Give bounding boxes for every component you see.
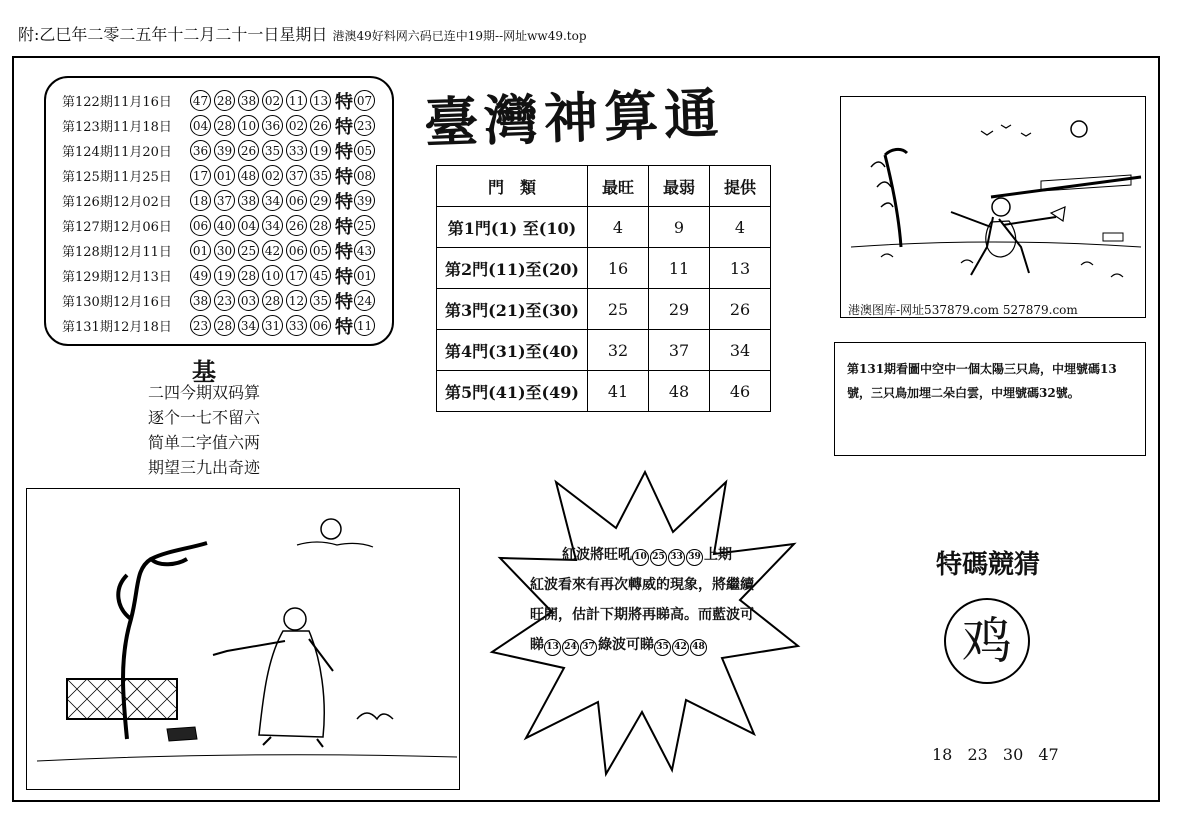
number-ball: 28 [310,215,331,236]
number-ball: 28 [262,290,283,311]
number-ball: 42 [262,240,283,261]
cell: 34 [710,330,771,371]
number-ball: 02 [262,90,283,111]
history-label: 第131期12月18日 [62,320,172,335]
red-ball: 10 [632,549,649,566]
cell: 26 [710,289,771,330]
guess-animal: 鸡 [944,598,1030,684]
history-label: 第124期11月20日 [62,145,172,160]
number-ball: 17 [190,165,211,186]
row-label: 第5門(41)至(49) [437,371,588,412]
special-ball: 39 [354,190,375,211]
history-label: 第123期11月18日 [62,120,172,135]
number-ball: 38 [238,90,259,111]
number-ball: 49 [190,265,211,286]
cell: 29 [649,289,710,330]
number-ball: 37 [286,165,307,186]
special-ball: 01 [354,265,375,286]
row-label: 第2門(11)至(20) [437,248,588,289]
cell: 9 [649,207,710,248]
green-label: 綠波可睇 [598,637,654,653]
row-label: 第3門(21)至(30) [437,289,588,330]
number-ball: 26 [238,140,259,161]
special-mark: 特 [335,266,353,288]
history-label: 第130期12月16日 [62,295,172,310]
header-note: 港澳49好料网六码已连中19期--网址ww49.top [332,29,587,43]
green-ball: 42 [672,639,689,656]
number-ball: 04 [190,115,211,136]
monk-illustration [840,96,1146,318]
history-label: 第126期12月02日 [62,195,172,210]
history-row [62,113,392,138]
special-mark: 特 [335,241,353,263]
row-label: 第4門(31)至(40) [437,330,588,371]
number-ball: 06 [286,190,307,211]
history-label: 第122期11月16日 [62,95,172,110]
table-row [437,289,771,330]
special-ball: 43 [354,240,375,261]
number-ball: 34 [238,315,259,336]
history-row [62,313,392,338]
monk-drawing [841,97,1145,317]
guess-title: 特碼競猜 [936,550,1041,580]
number-ball: 45 [310,265,331,286]
number-ball: 11 [286,90,307,111]
cell: 4 [588,207,649,248]
history-label: 第129期12月13日 [62,270,172,285]
number-ball: 06 [310,315,331,336]
cell: 46 [710,371,771,412]
star-text [530,540,762,660]
table-row [437,248,771,289]
special-ball: 07 [354,90,375,111]
cell: 48 [649,371,710,412]
history-label: 第125期11月25日 [62,170,172,185]
special-mark: 特 [335,291,353,313]
number-ball: 28 [214,115,235,136]
number-ball: 48 [238,165,259,186]
history-row [62,238,392,263]
number-ball: 40 [214,215,235,236]
scholar-drawing [27,489,459,789]
number-ball: 19 [214,265,235,286]
number-ball: 28 [214,315,235,336]
number-ball: 36 [190,140,211,161]
poem-title: 基 [192,357,216,386]
table-row [437,207,771,248]
blue-ball: 13 [544,639,561,656]
special-mark: 特 [335,166,353,188]
number-ball: 25 [238,240,259,261]
star-line1-suffix: 上期 [704,547,732,563]
number-ball: 03 [238,290,259,311]
special-ball: 08 [354,165,375,186]
blue-ball: 37 [580,639,597,656]
history-row [62,188,392,213]
green-ball: 35 [654,639,671,656]
poem-line: 简单二字值六两 [148,433,261,452]
special-mark: 特 [335,191,353,213]
special-mark: 特 [335,116,353,138]
blue-ball: 24 [562,639,579,656]
number-ball: 04 [238,215,259,236]
table-header: 最弱 [649,166,710,207]
number-ball: 13 [310,90,331,111]
number-ball: 23 [190,315,211,336]
number-ball: 38 [190,290,211,311]
history-row [62,213,392,238]
history-label: 第127期12月06日 [62,220,172,235]
table-header-row [437,166,771,207]
red-ball: 33 [668,549,685,566]
number-ball: 35 [262,140,283,161]
number-ball: 33 [286,315,307,336]
cell: 4 [710,207,771,248]
number-ball: 26 [286,215,307,236]
special-ball: 24 [354,290,375,311]
number-ball: 05 [310,240,331,261]
special-ball: 23 [354,115,375,136]
cell: 32 [588,330,649,371]
number-ball: 36 [262,115,283,136]
number-ball: 10 [238,115,259,136]
table-row [437,371,771,412]
note-box [834,342,1146,456]
number-ball: 34 [262,190,283,211]
number-ball: 34 [262,215,283,236]
special-mark: 特 [335,91,353,113]
number-ball: 10 [262,265,283,286]
number-ball: 31 [262,315,283,336]
number-ball: 06 [190,215,211,236]
page-title: 臺灣神算通 [423,80,726,156]
number-ball: 28 [238,265,259,286]
picture-caption: 港澳图库-网址537879.com 527879.com [848,303,1078,317]
special-mark: 特 [335,216,353,238]
number-ball: 26 [310,115,331,136]
number-ball: 02 [262,165,283,186]
number-ball: 17 [286,265,307,286]
poem-line: 二四今期双码算 [148,383,261,402]
number-ball: 28 [214,90,235,111]
cell: 13 [710,248,771,289]
special-ball: 11 [354,315,375,336]
history-row [62,163,392,188]
number-ball: 01 [214,165,235,186]
special-mark: 特 [335,316,353,338]
guess-numbers: 18 23 30 47 [932,745,1059,764]
poem [148,380,260,480]
number-ball: 37 [214,190,235,211]
number-ball: 18 [190,190,211,211]
scholar-illustration [26,488,460,790]
header [18,22,587,45]
cell: 25 [588,289,649,330]
cell: 41 [588,371,649,412]
cell: 37 [649,330,710,371]
number-ball: 39 [214,140,235,161]
number-ball: 23 [214,290,235,311]
row-label: 第1門(1) 至(10) [437,207,588,248]
history-row [62,288,392,313]
history-panel [44,76,394,346]
note-text: 第131期看圖中空中一個太陽三只鳥，中埋號碼13號，三只鳥加埋二朵白雲，中埋號碼32號。 [847,362,1117,400]
history-row [62,263,392,288]
number-ball: 01 [190,240,211,261]
history-label: 第128期12月11日 [62,245,172,260]
special-mark: 特 [335,141,353,163]
header-date: 附:乙巳年二零二五年十二月二十一日星期日 [18,25,328,44]
number-ball: 19 [310,140,331,161]
door-table [436,165,771,412]
number-ball: 38 [238,190,259,211]
special-ball: 05 [354,140,375,161]
cell: 11 [649,248,710,289]
green-ball: 48 [690,639,707,656]
number-ball: 47 [190,90,211,111]
number-ball: 29 [310,190,331,211]
cell: 16 [588,248,649,289]
poem-line: 逐个一七不留六 [148,408,261,427]
star-line1: 紅波將旺吼 [562,547,632,563]
table-header: 門 類 [437,166,588,207]
red-ball: 25 [650,549,667,566]
table-header: 最旺 [588,166,649,207]
red-ball: 39 [686,549,703,566]
table-header: 提供 [710,166,771,207]
star-middle: 紅波看來有再次轉威的現象，將繼續旺開，估計下期將再睇高。而藍波可睇 [530,577,754,653]
number-ball: 02 [286,115,307,136]
special-ball: 25 [354,215,375,236]
number-ball: 35 [310,165,331,186]
number-ball: 12 [286,290,307,311]
table-row [437,330,771,371]
number-ball: 33 [286,140,307,161]
number-ball: 30 [214,240,235,261]
history-row [62,88,392,113]
number-ball: 35 [310,290,331,311]
poem-line: 期望三九出奇迹 [148,458,261,477]
number-ball: 06 [286,240,307,261]
history-row [62,138,392,163]
